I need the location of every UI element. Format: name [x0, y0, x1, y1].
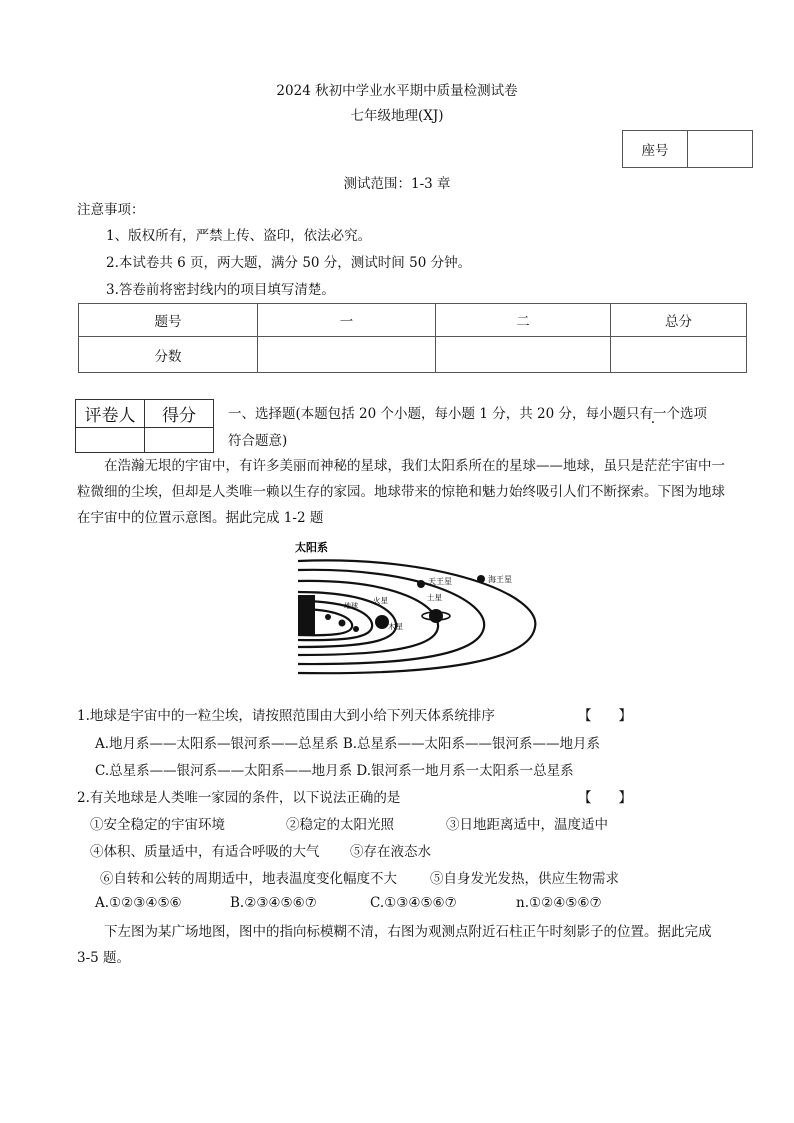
q2-option-d: n.①②④⑤⑥⑦: [516, 895, 602, 911]
jupiter-shape: [375, 615, 389, 629]
q1-options-line1: A.地月系——太阳系—银河系——总星系 B.总星系——太阳系——银河系——地月系: [95, 736, 601, 752]
grader-score-cell[interactable]: [145, 428, 214, 453]
notice-item-1: 1、版权所有，严禁上传、盗印，依法必究。: [106, 228, 372, 244]
q2-option-b: B.②③④⑤⑥⑦: [230, 895, 317, 911]
grader-label: 评卷人: [76, 400, 145, 428]
q1-answer-bracket[interactable]: 【 】: [578, 708, 632, 724]
seat-number-table: [622, 130, 753, 168]
q2-condition-2: ②稳定的太阳光照: [286, 817, 394, 833]
score-cell-part2[interactable]: [436, 337, 611, 373]
next-passage: 下左图为某广场地图，图中的指向标模糊不清，右图为观测点附近石柱正午时刻影子的位置。据此完成 3-5 题。: [77, 924, 712, 966]
score-header-part1: 一: [258, 304, 436, 337]
diagram-title: 太阳系: [295, 541, 328, 554]
grader-name-cell[interactable]: [76, 428, 145, 453]
score-row-label: 分数: [79, 337, 258, 373]
q1-stem: 1.地球是宇宙中的一粒尘埃，请按照范围由大到小给下列天体系统排序: [77, 708, 495, 724]
intro-paragraph: 在浩瀚无垠的宇宙中，有许多美丽而神秘的星球，我们太阳系所在的星球——地球，虽只是茫茫宇宙中一粒微细的尘埃，但却是人类唯一赖以生存的家园。地球带来的惊艳和魅力始终吸引人们不断探索。下图为地球在宇宙中的位置示意图。据此完成 1-2 题: [77, 458, 725, 526]
q2-option-a: A.①②③④⑤⑥: [95, 895, 182, 911]
q2-condition-5: ⑤存在液态水: [350, 844, 431, 860]
label-jupiter: 木星: [388, 622, 403, 631]
label-saturn: 土星: [427, 593, 442, 602]
q2-condition-7: ⑤自身发光发热，供应生物需求: [430, 871, 619, 887]
q2-condition-3: ③日地距离适中，温度适中: [446, 817, 608, 833]
score-table: [78, 303, 747, 373]
section1-heading: [228, 402, 707, 422]
notice-item-2: 2.本试卷共 6 页，两大题，满分 50 分，测试时间 50 分钟。: [106, 255, 472, 271]
score-cell-total[interactable]: [611, 337, 747, 373]
score-header-part2: 二: [436, 304, 611, 337]
q2-answer-bracket[interactable]: 【 】: [578, 790, 632, 806]
notice-item-3: 3.答卷前将密封线内的项目填写清楚。: [106, 282, 335, 298]
label-earth: 地球: [344, 602, 358, 610]
notice-heading: 注意事项：: [77, 202, 145, 218]
section1-heading-line2: 符合题意): [228, 433, 288, 449]
seat-label: 座号: [623, 131, 688, 168]
label-mars: 火星: [373, 596, 388, 605]
q2-condition-6: ⑥自转和公转的周期适中，地表温度变化幅度不大: [100, 871, 397, 887]
q2-option-c: C.①③④⑤⑥⑦: [370, 895, 457, 911]
q2-condition-4: ④体积、质量适中，有适合呼吸的大气: [90, 844, 320, 860]
saturn-shape: [422, 609, 450, 623]
section1-text-c: 选项: [679, 406, 707, 422]
grader-table: [75, 399, 214, 453]
score-header-total: 总分: [611, 304, 747, 337]
test-range: 测试范围：1-3 章: [343, 176, 451, 192]
sun-shape: [298, 595, 315, 635]
section1-text-a: 一、选择题(本题包括 20 个小题，每小题 1 分，共 20 分，每小题: [228, 406, 626, 422]
exam-subtitle: 七年级地理(XJ): [350, 108, 444, 124]
label-uranus: 天王星: [428, 577, 452, 586]
score-cell-part1[interactable]: [258, 337, 436, 373]
q1-options-line2: C.总星系——银河系——太阳系——地月系 D.银河系一地月系一太阳系一总星系: [95, 763, 574, 779]
section1-emphasis: 只有一个: [625, 406, 680, 422]
label-neptune: 海王星: [488, 575, 512, 584]
score-header-question: 题号: [79, 304, 258, 337]
q2-condition-1: ①安全稳定的宇宙环境: [90, 817, 225, 833]
seat-value-cell[interactable]: [688, 131, 753, 168]
grader-score-label: 得分: [145, 400, 214, 428]
exam-title: 2024 秋初中学业水平期中质量检测试卷: [276, 83, 518, 99]
q2-stem: 2.有关地球是人类唯一家园的条件，以下说法正确的是: [77, 790, 401, 806]
solar-system-diagram: [290, 537, 540, 689]
